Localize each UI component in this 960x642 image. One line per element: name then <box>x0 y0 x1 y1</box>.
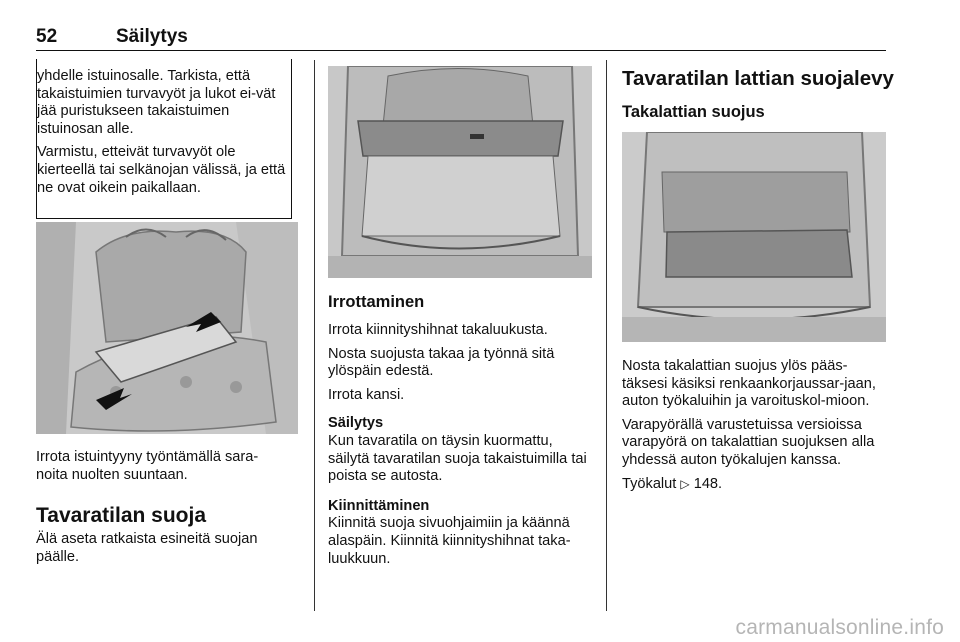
tools-page-ref[interactable]: 148. <box>693 475 723 492</box>
page-ref-arrow-icon: ▷ <box>680 476 690 491</box>
floor-cover-illustration <box>622 132 886 342</box>
tools-reference <box>622 476 886 494</box>
header-rule <box>36 50 886 51</box>
subheading-rear-floor-cover: Takalattian suojus <box>622 103 765 121</box>
floor-cover-text-1: Nosta takalattian suojus ylös pääs-täksesi käsiksi renkaankorjaussar-jaan, auton työkaluihin ja varoituskol-mioon. <box>622 358 876 410</box>
heading-fitting: Kiinnittäminen <box>328 497 430 514</box>
rear-seat-illustration <box>36 222 298 434</box>
seat-cushion-text: Irrota istuintyyny työntämällä sara-noita nuolten suuntaan. <box>36 449 259 483</box>
tools-reference-text: Työkalut <box>622 475 681 492</box>
fitting-text: Kiinnitä suoja sivuohjaimiin ja käännä alaspäin. Kiinnitä kiinnityshihnat taka-luukkuun. <box>328 515 571 567</box>
note-paragraph-2: Varmistu, etteivät turvavyöt ole kierteellä tai selkänojan välissä, ja että ne ovat oikein paikallaan. <box>37 144 286 196</box>
floor-cover-text-2: Varapyörällä varustetuissa versioissa varapyörä on takalattian suojuksen alla yhdessä auton työkalujen kanssa. <box>622 416 875 468</box>
page-number: 52 <box>36 26 58 47</box>
cargo-cover-text: Älä aseta ratkaista esineitä suojan päälle. <box>36 531 258 565</box>
chapter-title: Säilytys <box>116 26 188 47</box>
heading-storage: Säilytys <box>328 415 384 432</box>
section-title-cargo-cover: Tavaratilan suoja <box>36 504 207 528</box>
watermark: carmanualsonline.info <box>735 616 944 639</box>
removal-step-3: Irrota kansi. <box>328 386 405 403</box>
removal-step-1: Irrota kiinnityshihnat takaluukusta. <box>328 322 548 338</box>
floor-cover-drawing <box>622 132 886 342</box>
column-divider-1 <box>314 60 315 611</box>
page-header <box>36 26 886 52</box>
note-box <box>36 59 292 219</box>
storage-text: Kun tavaratila on täysin kuormattu, säilytä tavaratilan suoja takaistuimilla tai poista se autosta. <box>328 432 587 485</box>
column-divider-2 <box>606 60 607 611</box>
note-paragraph-1: yhdelle istuinosalle. Tarkista, että takaistuimien turvavyöt ja lukot ei-vät jää puristukseen takaistuimen istuinosan alle. <box>37 68 276 137</box>
removal-step-2: Nosta suojusta takaa ja työnnä sitä ylöspäin edestä. <box>328 345 555 380</box>
cargo-cover-drawing <box>328 66 592 278</box>
heading-removal: Irrottaminen <box>328 293 425 311</box>
cargo-cover-illustration <box>328 66 592 278</box>
section-title-floor-cover: Tavaratilan lattian suojalevy <box>622 67 894 90</box>
rear-seat-drawing <box>36 222 298 434</box>
